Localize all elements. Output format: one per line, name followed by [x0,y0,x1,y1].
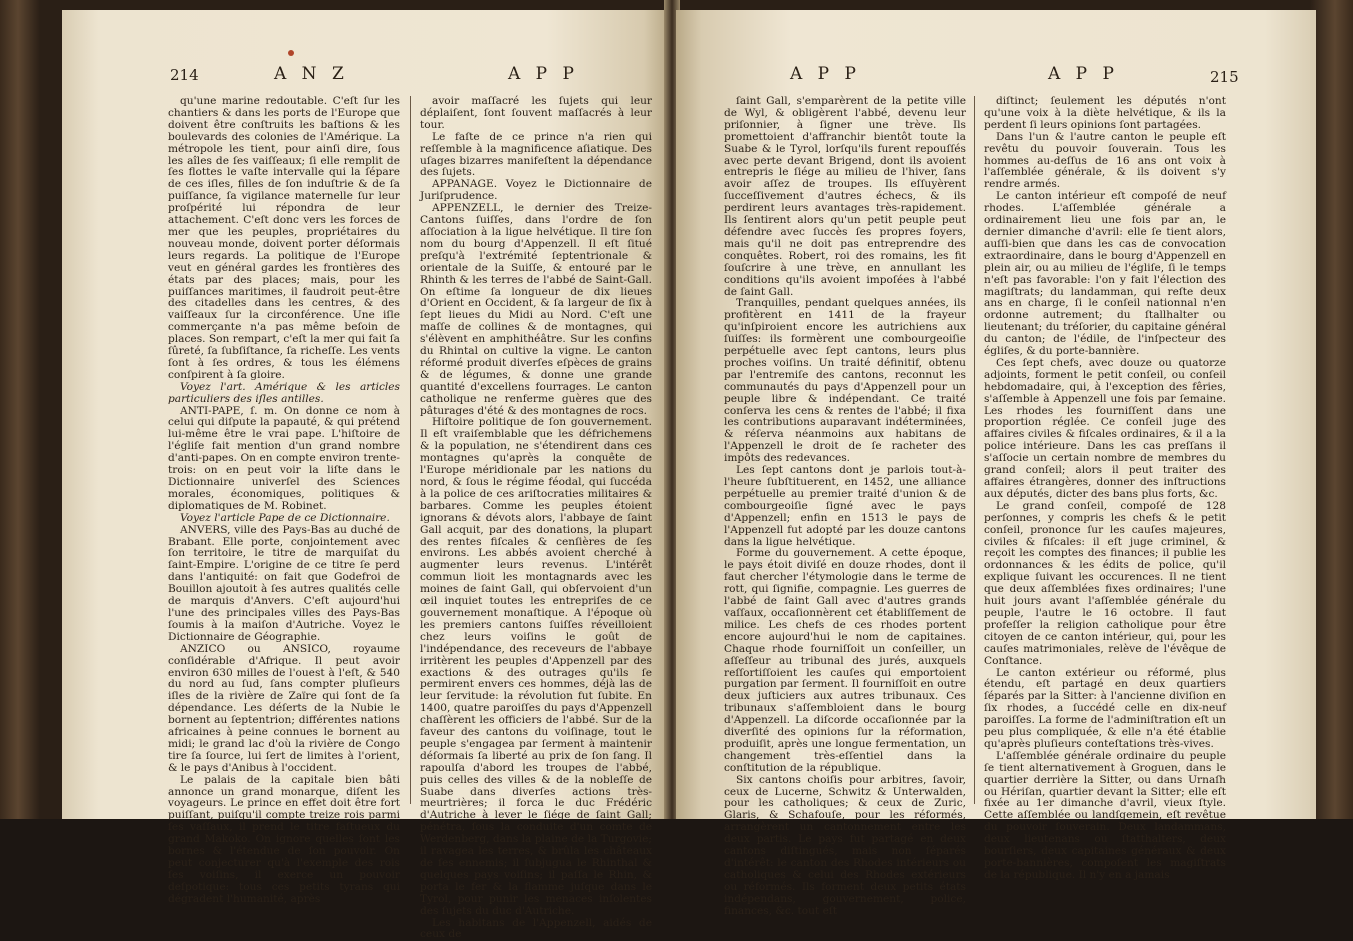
left-head-word-2: A P P [508,64,579,84]
paragraph: Le faſte de ce prince n'a rien qui reſſemble à la magnificence aſiatique. Des uſages bizarres manifeſtent la dépendance des ſujets. [420,130,652,179]
paragraph: qu'une marine redoutable. C'eſt ſur les chantiers & dans les ports de l'Europe que doivent être conſtruits les baſtions & les boulevards des colonies de l'Amérique. La métropole les tient, pour ainſi dire, ſous les aîles de ſes vaiſſeaux; ſi elle remplit de ſes flottes le vaſte intervalle qui la ſépare de ces iſles, filles de ſon induſtrie & de ſa puiſſance, ſa vigilance maternelle ſur leur proſpérité lui répondra de leur attachement. C'eſt donc vers les forces de mer que les peuples, propriétaires du nouveau monde, doivent porter déſormais leurs regards. La politique de l'Europe veut en général gardes les frontières des états par des places; mais, pour les puiſſances maritimes, il faudroit peut-être des citadelles dans les centres, & des vaiſſeaux ſur la circonférence. Une iſle commerçante n'a pas même beſoin de places. Son rempart, c'eſt la mer qui fait ſa ſûreté, ſa ſubſiſtance, ſa richeſſe. Les vents ſont à ſes ordres, & tous les élémens conſpirent à ſa gloire. [168,95,400,381]
right-page [676,10,1316,917]
paragraph: Ces ſept chefs, avec douze ou quatorze adjoints, forment le petit conſeil, ou conſeil hebdomadaire, qui, à l'exception des fêries, s'aſſemble à Appenzell une fois par ſemaine. Les rhodes les fourniſſent dans une proportion réglée. Ce conſeil juge des affaires civiles & fiſcales ordinaires, & il a la police intérieure. Dans les cas preſſans il s'aſſocie un certain nombre de membres du grand conſeil; alors il peut traiter des affaires étrangères, donner des inſtructions aux députés, dicter des bans plus forts, &c. [984,356,1226,500]
paragraph: Dans l'un & l'autre canton le peuple eſt revêtu du pouvoir ſouverain. Tous les hommes au-deſſus de 16 ans ont voix à l'aſſemblée générale, & ils doivent s'y rendre armés. [984,130,1226,191]
paragraph: L'aſſemblée générale ordinaire du peuple ſe tient alternativement à Groguen, dans le quartier derrière la Sitter, ou dans Urnaſh ou Hériſan, quartier devant la Sitter; elle eſt fixée au 1er dimanche d'avril, vieux ſtyle. Cette aſſemblée ou landſgemein, eſt revêtue du pouvoir ſouverain. Deux landammans, deux lieutenans ou ſtatthalters, deux bourſiers, deux capitaines généraux & deux porte-bannières, compoſent les magiſtrats de la république. Il n'y en a jamais [984,749,1226,881]
paragraph: Voyez l'art. Amérique & les articles particuliers des iſles antilles. [168,380,400,405]
left-col-1 [168,96,400,906]
right-col-2 [984,96,1226,882]
paragraph: Les ſept cantons dont je parlois tout-à-l'heure ſubſtituerent, en 1452, une alliance perpétuelle au premier traité d'union & de combourgeoiſie ſigné avec le pays d'Appenzell; enfin en 1513 le pays de l'Appenzell fut adopté par les douze cantons dans la ligue helvétique. [724,464,966,548]
right-head-word-2: A P P [1048,64,1119,84]
paragraph: Le palais de la capitale bien bâti annonce un grand monarque, diſent les voyageurs. Le prince en effet doit être fort puiſſant, puiſqu'il compte treize rois parmi ſes vaſſaux, il prend le titre faſtueux du grand Makoko. On ignore quelles ſont les bornes & l'étendue de ſon pouvoir. On peut conjecturer qu'à l'exemple des rois ſes voiſins, il exerce un pouvoir deſpotique: tous ces petits tyrans qui dégradent l'humanité, après [168,773,400,905]
paragraph: Le canton intérieur eſt compoſé de neuf rhodes. L'aſſemblée générale a ordinairement lieu une fois par an, le dernier dimanche d'avril: elle ſe tient alors, auſſi-bien que dans les cas de convocation extraordinaire, dans le bourg d'Appenzell en plein air, ou au milieu de l'égliſe, ſi le temps n'eſt pas favorable: l'on y fait l'élection des magiſtrats; du landamman, qui reſte deux ans en charge, ſi le conſeil nationnal n'en ordonne autrement; du ſtallhalter ou lieutenant; du tréſorier, du capitaine général du canton; de l'édile, de l'inſpecteur des égliſes, & du porte-bannière. [984,190,1226,358]
paragraph: Tranquilles, pendant quelques années, ils profitèrent en 1411 de la frayeur qu'inſpiroient encore les autrichiens aux ſuiſſes: ils formèrent une combourgeoiſie perpétuelle avec ſept cantons, leurs plus proches voiſins. Un traité définitif, obtenu par l'entremiſe des cantons, reconnut les communautés du pays d'Appenzell pour un peuple libre & indépendant. Ce traité conſerva les cens & rentes de l'abbé; il fixa les contributions auparavant indéterminées, & réſerva néanmoins aux habitans de l'Appenzell le droit de ſe racheter des impôts des redevances. [724,297,966,465]
paragraph: Forme du gouvernement. A cette époque, le pays étoit diviſé en douze rhodes, dont il faut chercher l'étymologie dans le terme de rott, qui ſignifie, compagnie. Les guerres de l'abbé de ſaint Gall avec d'autres grands vaſſaux, occaſionnèrent cet établiſſement de milice. Les chefs de ces rhodes portent encore aujourd'hui le nom de capitaines. Chaque rhode fourniſſoit un conſeiller, un aſſeſſeur au tribunal des jurés, auxquels reſſortiſſoient les cauſes qui emportoient purgation par ſerment. Il fourniſſoit en outre deux juſticiers aux autres tribunaux. Ces tribunaux s'aſſembloient dans le bourg d'Appenzell. La diſcorde occaſionnée par la diverſité des opinions ſur la réformation, produiſit, après une longue fermentation, un changement très-eſſentiel dans la conſtitution de la république. [724,547,966,774]
column-rule [974,96,975,804]
paragraph: APPANAGE. Voyez le Dictionnaire de Juriſprudence. [420,178,652,203]
paragraph: ANVERS, ville des Pays-Bas au duché de Brabant. Elle porte, conjointement avec ſon territoire, le titre de marquiſat du ſaint-Empire. L'origine de ce titre ſe perd dans l'antiquité: on fait que Godefroi de Bouillon ajoutoit à ſes autres qualités celle de marquis d'Anvers. C'eſt aujourd'hui l'une des principales villes des Pays-Bas ſoumis à la maiſon d'Autriche. Voyez le Dictionnaire de Géographie. [168,523,400,643]
right-head-word-1: A P P [790,64,861,84]
paragraph: avoir maſſacré les ſujets qui leur déplaiſent, ſont ſouvent maſſacrés à leur tour. [420,95,652,131]
ink-spot [288,50,294,56]
right-col-1 [724,96,966,918]
paragraph: diſtinct; ſeulement les députés n'ont qu'une voix à la diète helvétique, & ils la perdent ſi leurs opinions ſont partagées. [984,95,1226,131]
right-page-number: 215 [1210,68,1239,86]
paragraph: APPENZELL, le dernier des Treize-Cantons ſuiſſes, dans l'ordre de ſon aſſociation à la ligue helvétique. Il tire ſon nom du bourg d'Appenzell. Il eſt ſitué preſqu'à l'extrémité ſeptentrionale & orientale de la Suiſſe, & entouré par le Rhinth & les terres de l'abbé de Saint-Gall. On eſtime ſa longueur de dix lieues d'Orient en Occident, & ſa largeur de ſix à ſept lieues du Midi au Nord. C'eſt une maſſe de collines & de montagnes, qui s'élèvent en amphithéâtre. Sur les confins du Rhintal on cultive la vigne. Le canton réformé produit diverſes eſpèces de grains & de légumes, & donne une grande quantité d'excellens fourrages. Le canton catholique ne renferme guères que des pâturages d'été & des montagnes de rocs. [420,202,652,417]
paragraph: Hiſtoire politique de ſon gouvernement. Il eſt vraiſemblable que les défrichemens & la population, ne s'étendirent dans ces montagnes qu'après la conquête de l'Europe méridionale par les nations du nord, & ſous le régime féodal, qui ſuccéda à la police de ces ariſtocraties militaires & barbares. Comme les peuples étoient ignorans & dévots alors, l'abbaye de ſaint Gall acquit, par des donations, la plupart des rentes fiſcales & cenſières de ſes environs. Les abbés avoient cherché à augmenter leurs revenus. L'intérêt commun lioit les montagnards avec les moines de ſaint Gall, qui obſervoient d'un œil inquiet toutes les entrepriſes de ce gouvernement monaſtique. A l'époque où les premiers cantons ſuiſſes réveilloient chez leurs voiſins le goût de l'indépendance, des receveurs de l'abbaye irritèrent les peuples d'Appenzell par des exactions & des outrages qu'ils ſe permirent envers ces hommes, déjà las de leur ſervitude: la révolution fut ſubite. En 1400, quatre paroiſſes du pays d'Appenzell chaſſèrent les officiers de l'abbé. Sur de la faveur des cantons du voiſinage, tout le peuple s'engagea par ſerment à maintenir déſormais ſa liberté au prix de ſon ſang. Il rapoulſa d'abord les troupes de l'abbé, puis celles des villes & de la nobleſſe de Suabe dans diverſes actions très-meurtrières; il forca le duc Frédéric d'Autriche à lever le ſiége de ſaint Gall; pénétra, ſous la conduite d'un comte de Werdenberg, dans la plaine de la Turgovie; il ravagea les terres, & brûla les châteaux de ſes ennemis; il ſubjugua le Rhinthal & quelques pays voiſins; il paſſa le Rhin, & porta le fer & la flamme juſque dans le Tyrol, pour punir les menaces inſolentes des ſujets du duc d'Autriche. [420,416,652,917]
paragraph: ANTI-PAPE, ſ. m. On donne ce nom à celui qui diſpute la papauté, & qui prétend lui-même être le vrai pape. L'hiſtoire de l'égliſe fait mention d'un grand nombre d'anti-papes. On en compte environ trente-trois: on en peut voir la liſte dans le Dictionnaire univerſel des Sciences morales, économiques, politiques & diplomatiques de M. Robinet. [168,404,400,512]
paragraph: Les habitans de l'Appenzell, aidés de ceux de [420,916,652,941]
paragraph: Voyez l'article Pape de ce Dictionnaire. [180,511,390,524]
paragraph: ſaint Gall, s'emparèrent de la petite ville de Wyl, & obligèrent l'abbé, devenu leur priſonnier, à ſigner une trève. Ils promettoient d'affranchir bientôt toute la Suabe & le Tyrol, lorſqu'ils furent repouſſés avec perte devant Brigend, dont ils avoient entrepris le ſiége au milieu de l'hiver, ſans avoir aſſez de troupes. Ils eſſuyèrent ſucceſſivement d'autres échecs, & ils perdirent leurs avantages très-rapidement. Ils ſentirent alors qu'un petit peuple peut défendre avec ſuccès ſes propres foyers, mais qu'il ne doit pas entreprendre des conquêtes. Robert, roi des romains, les fit ſouſcrire à une trève, en annullant les conditions qu'ils avoient impoſées à l'abbé de ſaint Gall. [724,95,966,298]
left-page [62,10,668,941]
paragraph: Le canton extérieur ou réformé, plus étendu, eſt partagé en deux quartiers ſéparés par la Sitter: à l'ancienne diviſion en ſix rhodes, a ſuccédé celle en dix-neuf paroiſſes. La forme de l'adminiſtration eſt un peu plus compliquée, & elle n'a été établie qu'après pluſieurs conteſtations très-vives. [984,666,1226,750]
left-col-2 [420,96,652,941]
paragraph: Six cantons choiſis pour arbitres, ſavoir, ceux de Lucerne, Schwitz & Unterwalden, pour les catholiques; & ceux de Zuric, Glaris, & Schafouſe, pour les réformés, arrangèrent un cantonnement entre les deux partis. Le pays fut partagé en deux cantons diſtingués, mais non ſéparés d'intérêt: le canton des Rhodes intérieurs ou catholiques & celui des Rhodes extérieurs ou réformés. Ils forment deux petits états indépendans, gouvernement, police, finances, &c. tout eſt [724,773,966,917]
paragraph: Le grand conſeil, compoſé de 128 perſonnes, y compris les chefs & le petit conſeil, prononce ſur les cauſes majeures, civiles & fiſcales: il eſt juge criminel, & reçoit les comptes des finances; il publie les ordonnances & les édits de police, qu'il explique ſuivant les occurences. Il ne tient que deux aſſemblées fixes ordinaires; l'une huit jours avant l'aſſemblée générale du peuple, l'autre le 16 octobre. Il faut profeſſer la religion catholique pour être citoyen de ce canton intérieur, qui, pour les cauſes matrimoniales, relève de l'évêque de Conſtance. [984,499,1226,667]
paragraph: ANZICO ou ANSICO, royaume conſidérable d'Afrique. Il peut avoir environ 630 milles de l'ouest à l'eſt, & 540 du nord au ſud, ſans compter pluſieurs iſles de la rivière de Zaïre qui ſont de ſa dépendance. Les déſerts de la Nubie le bornent au ſeptentrion; différentes nations africaines à peine connues le bornent au midi; le grand lac d'où la rivière de Congo tire ſa ſource, lui ſert de limites à l'orient, & le pays d'Anibus à l'occident. [168,642,400,774]
left-page-number: 214 [170,66,199,84]
column-rule [410,96,411,804]
left-head-word-1: A N Z [274,64,349,84]
